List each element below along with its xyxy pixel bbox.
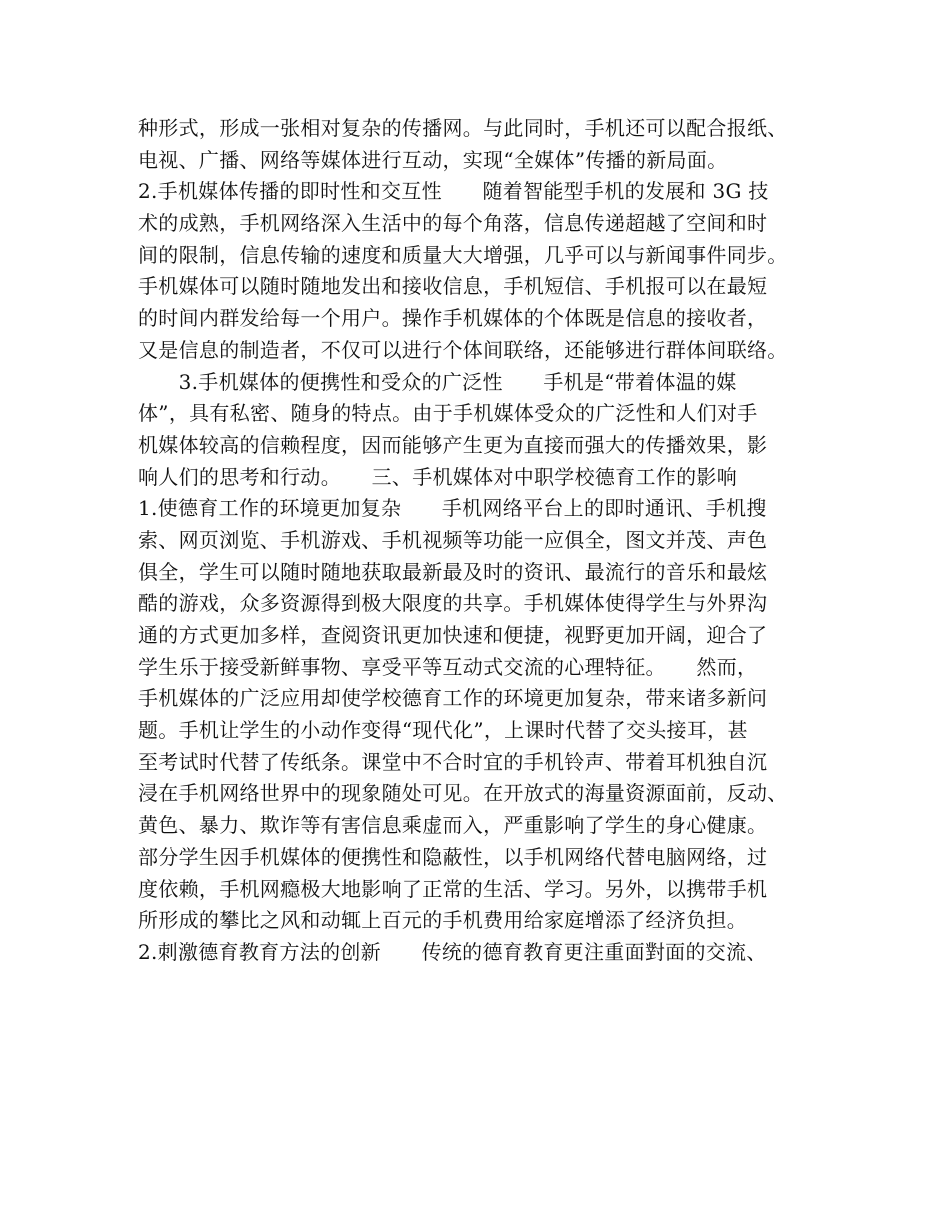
- text-line: 浸在手机网络世界中的现象随处可见。在开放式的海量资源面前，反动、: [138, 781, 788, 806]
- text-line: 电视、广播、网络等媒体进行互动，实现“全媒体”传播的新局面。: [138, 147, 728, 172]
- text-line: 题。手机让学生的小动作变得“现代化”，上课时代替了交头接耳，甚: [138, 718, 748, 743]
- text-line: 至考试时代替了传纸条。课堂中不合时宜的手机铃声、带着耳机独自沉: [138, 749, 768, 774]
- text-line: 术的成熟，手机网络深入生活中的每个角落，信息传递超越了空间和时: [138, 211, 768, 236]
- text-line: 间的限制，信息传输的速度和质量大大增强，几乎可以与新闻事件同步。: [138, 242, 788, 267]
- text-line: 响人们的思考和行动。 三、手机媒体对中职学校德育工作的影响: [138, 464, 737, 489]
- text-line: 学生乐于接受新鲜事物、享受平等互动式交流的心理特征。 然而，: [138, 654, 758, 679]
- text-line: 2.手机媒体传播的即时性和交互性 随着智能型手机的发展和 3G 技: [138, 179, 769, 204]
- text-line: 酷的游戏，众多资源得到极大限度的共享。手机媒体使得学生与外界沟: [138, 591, 768, 616]
- text-line: 所形成的攀比之风和动辄上百元的手机费用给家庭增添了经济负担。: [138, 908, 747, 933]
- text-line: 通的方式更加多样，查阅资讯更加快速和便捷，视野更加开阔，迎合了: [138, 623, 768, 647]
- text-line: 手机媒体的广泛应用却使学校德育工作的环境更加复杂，带来诸多新问: [138, 686, 768, 711]
- text-line: 体”，具有私密、随身的特点。由于手机媒体受众的广泛性和人们对手: [138, 401, 758, 426]
- text-line: 2.刺激德育教育方法的创新 传统的德育教育更注重面對面的交流、: [138, 939, 767, 964]
- text-line: 1.使德育工作的环境更加复杂 手机网络平台上的即时通讯、手机搜: [138, 496, 767, 521]
- text-line: 的时间内群发给每一个用户。操作手机媒体的个体既是信息的接收者，: [138, 306, 768, 331]
- text-line: 黄色、暴力、欺诈等有害信息乘虚而入，严重影响了学生的身心健康。: [138, 813, 768, 838]
- text-line: 种形式，形成一张相对复杂的传播网。与此同时，手机还可以配合报纸、: [138, 116, 788, 140]
- text-line: 俱全，学生可以随时随地获取最新最及时的资讯、最流行的音乐和最炫: [138, 559, 768, 584]
- text-line: 又是信息的制造者，不仅可以进行个体间联络，还能够进行群体间联络。: [138, 337, 788, 362]
- body-text: [138, 113, 828, 969]
- text-line: 索、网页浏览、手机游戏、手机视频等功能一应俱全，图文并茂、声色: [138, 527, 768, 552]
- text-line: 手机媒体可以随时随地发出和接收信息，手机短信、手机报可以在最短: [138, 274, 768, 299]
- text-line: 度依赖，手机网瘾极大地影响了正常的生活、学习。另外，以携带手机: [138, 876, 768, 901]
- text-line: 3.手机媒体的便携性和受众的广泛性 手机是“带着体温的媒: [138, 369, 737, 394]
- text-line: 部分学生因手机媒体的便携性和隐蔽性，以手机网络代替电脑网络，过: [138, 844, 768, 869]
- text-line: 机媒体较高的信赖程度，因而能够产生更为直接而强大的传播效果，影: [138, 432, 768, 457]
